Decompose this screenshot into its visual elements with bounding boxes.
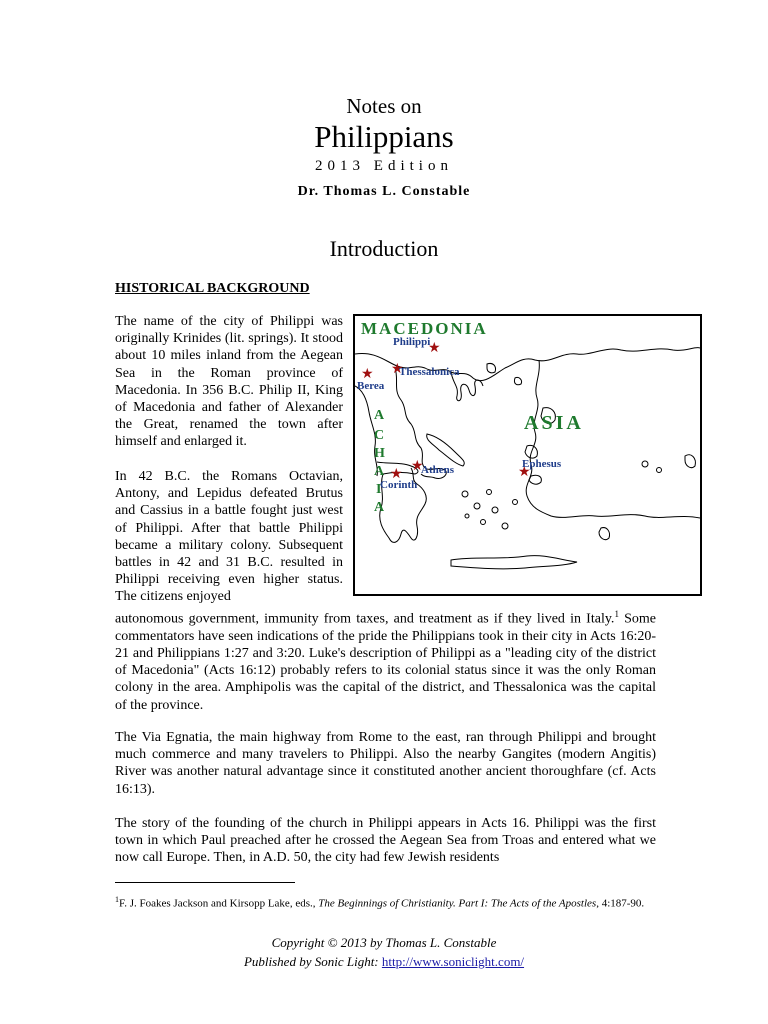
footnote: [115, 892, 656, 912]
section-title: Introduction: [329, 236, 439, 261]
region-achaia-letter: C: [374, 428, 385, 443]
region-macedonia-label: MACEDONIA: [361, 319, 488, 338]
city-berea-label: Berea: [357, 380, 385, 392]
footnote-marker: 1: [115, 895, 119, 904]
publisher-label: Published by Sonic Light:: [243, 954, 382, 969]
paragraph-2-line: autonomous government, immunity from taxes, and treatment as if they lived in Italy.: [115, 611, 615, 627]
region-achaia-letter: H: [374, 446, 385, 461]
footnote-pages: , 4:187-90.: [596, 897, 645, 910]
city-corinth-label: Corinth: [380, 479, 418, 491]
corinth-star-icon: ★: [390, 467, 403, 482]
author-name: Dr. Thomas L. Constable: [297, 184, 471, 199]
book-title: Philippians: [314, 119, 454, 154]
map-coastline: [355, 316, 700, 594]
region-achaia-letter: I: [376, 482, 382, 497]
thessalonica-star-icon: ★: [391, 362, 404, 377]
berea-star-icon: ★: [361, 367, 374, 382]
city-philippi-label: Philippi: [393, 336, 431, 348]
ephesus-star-icon: ★: [518, 465, 531, 480]
paragraph-3: The Via Egnatia, the main highway from Rome to the east, ran through Philippi and brought much commerce and many travelers to Philippi. Also the nearby Gangites (modern Angitis) River was another natural advantage since it constituted another ancient thoroughfare (cf. Acts 16:13).: [115, 730, 656, 797]
paragraph-2-part-a: In 42 B.C. the Romans Octavian, Antony, and Lepidus defeated Brutus and Cassius in a battle fought just west of Philippi. After that battle Philippi became a military colony. Subsequent battles in 42 and 31 B.C. resulted in Philippi receiving even higher status. The citizens enjoyed: [115, 469, 343, 605]
paragraph-1: The name of the city of Philippi was originally Krinides (lit. springs). It stood about 10 miles inland from the Aegean Sea in the Roman province of Macedonia. In 356 B.C. Philip II, King of Macedonia and father of Alexander the Great, renamed the town after himself and enlarged it.: [115, 314, 343, 450]
philippi-star-icon: ★: [428, 341, 441, 356]
footnote-book-title: The Beginnings of Christianity. Part I: The Acts of the Apostles: [318, 897, 597, 910]
publisher-link[interactable]: http://www.soniclight.com/: [381, 954, 525, 969]
region-achaia-letter: A: [374, 464, 385, 479]
footnote-divider: [115, 882, 295, 883]
publisher-line: [0, 954, 768, 970]
notes-on-label: Notes on: [346, 94, 422, 118]
map-figure: [353, 314, 702, 596]
footnote-ref[interactable]: 1: [614, 609, 619, 619]
section-heading: HISTORICAL BACKGROUND: [115, 281, 310, 296]
city-athens-label: Athens: [421, 464, 455, 476]
paragraph-4: The story of the founding of the church in Philippi appears in Acts 16. Philippi was the first town in which Paul preached after he crossed the Aegean Sea from Troas and entered what we now call Europe. Then, in A.D. 50, the city had few Jewish residents: [115, 816, 656, 866]
region-achaia-letter: A: [374, 500, 385, 515]
athens-star-icon: ★: [411, 459, 424, 474]
region-asia-label: ASIA: [524, 412, 584, 434]
city-thessalonica-label: Thessalonica: [399, 366, 460, 378]
paragraph-2-part-b: [115, 606, 656, 714]
paragraph-2-rest: Some commentators have seen indications of the pride the Philippians took in their city in Acts 16:20-21 and Philippians 1:27 and 3:20. Luke's description of Philippi as a "leading city of the district of Macedonia" (Acts 16:12) probably refers to its colonial status since it was the only Roman colony in the area. Amphipolis was the capital of the district, and Thessalonica was the capital of the province.: [115, 611, 657, 713]
edition-label: 2013 Edition: [315, 158, 453, 174]
city-ephesus-label: Ephesus: [522, 458, 562, 470]
footnote-text: F. J. Foakes Jackson and Kirsopp Lake, eds.,: [119, 897, 319, 910]
copyright-notice: Copyright © 2013 by Thomas L. Constable: [271, 935, 497, 950]
region-achaia-letter: A: [374, 408, 385, 423]
